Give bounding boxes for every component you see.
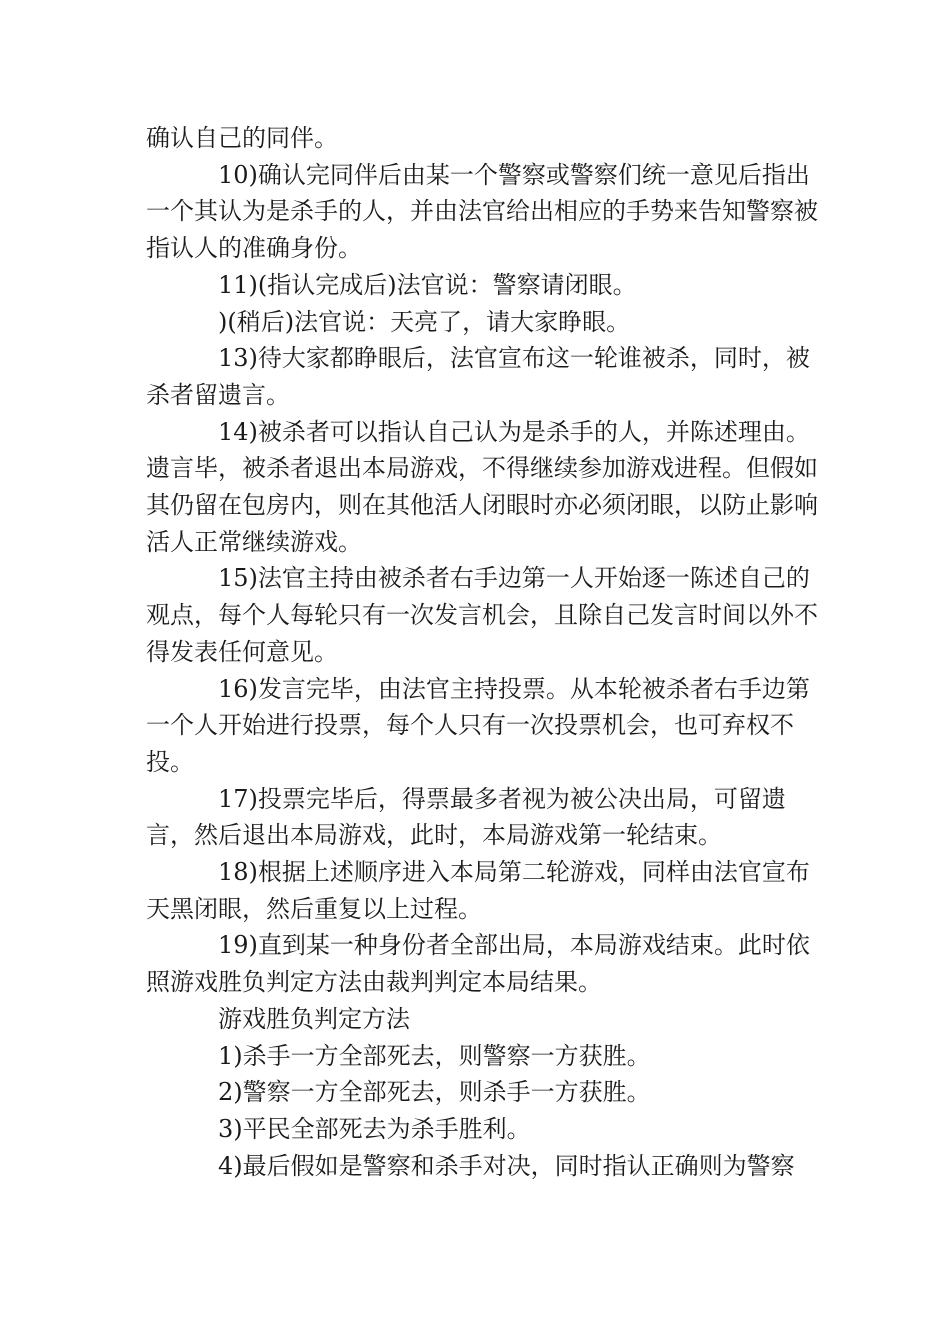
section-heading: 游戏胜负判定方法 bbox=[218, 1004, 410, 1033]
paragraph-5: 13)待大家都睁眼后，法官宣布这一轮谁被杀，同时，被杀者留遗言。 bbox=[146, 344, 810, 409]
paragraph-1: 确认自己的同伴。 bbox=[146, 124, 338, 152]
rule-item-1: 1)杀手一方全部死去，则警察一方获胜。 bbox=[218, 1041, 651, 1070]
paragraph-7: 15)法官主持由被杀者右手边第一人开始逐一陈述自己的观点，每个人每轮只有一次发言机会，且除自己发言时间以外不得发表任何意见。 bbox=[146, 564, 818, 666]
paragraph-2: 10)确认完同伴后由某一个警察或警察们统一意见后指出一个其认为是杀手的人，并由法官给出相应的手势来告知警察被指认人的准确身份。 bbox=[146, 160, 818, 263]
paragraph-3: 11)(指认完成后)法官说：警察请闭眼。 bbox=[218, 270, 637, 299]
rule-item-4: 4)最后假如是警察和杀手对决，同时指认正确则为警察 bbox=[218, 1151, 795, 1180]
document-body bbox=[146, 120, 818, 1184]
paragraph-8: 16)发言完毕，由法官主持投票。从本轮被杀者右手边第一个人开始进行投票，每个人只有一次投票机会，也可弃权不投。 bbox=[146, 674, 810, 776]
rule-item-3: 3)平民全部死去为杀手胜利。 bbox=[218, 1114, 531, 1143]
paragraph-10: 18)根据上述顺序进入本局第二轮游戏，同样由法官宣布天黑闭眼，然后重复以上过程。 bbox=[146, 858, 810, 923]
paragraph-6: 14)被杀者可以指认自己认为是杀手的人，并陈述理由。遗言毕，被杀者退出本局游戏，不得继续参加游戏进程。但假如其仍留在包房内，则在其他活人闭眼时亦必须闭眼，以防止影响活人正常继续游戏。 bbox=[146, 417, 818, 556]
paragraph-9: 17)投票完毕后，得票最多者视为被公决出局，可留遗言，然后退出本局游戏，此时，本局游戏第一轮结束。 bbox=[146, 784, 786, 850]
paragraph-4: )(稍后)法官说：天亮了，请大家睁眼。 bbox=[218, 307, 631, 336]
paragraph-11: 19)直到某一种身份者全部出局，本局游戏结束。此时依照游戏胜负判定方法由裁判判定本局结果。 bbox=[146, 931, 810, 997]
rule-item-2: 2)警察一方全部死去，则杀手一方获胜。 bbox=[218, 1078, 651, 1107]
